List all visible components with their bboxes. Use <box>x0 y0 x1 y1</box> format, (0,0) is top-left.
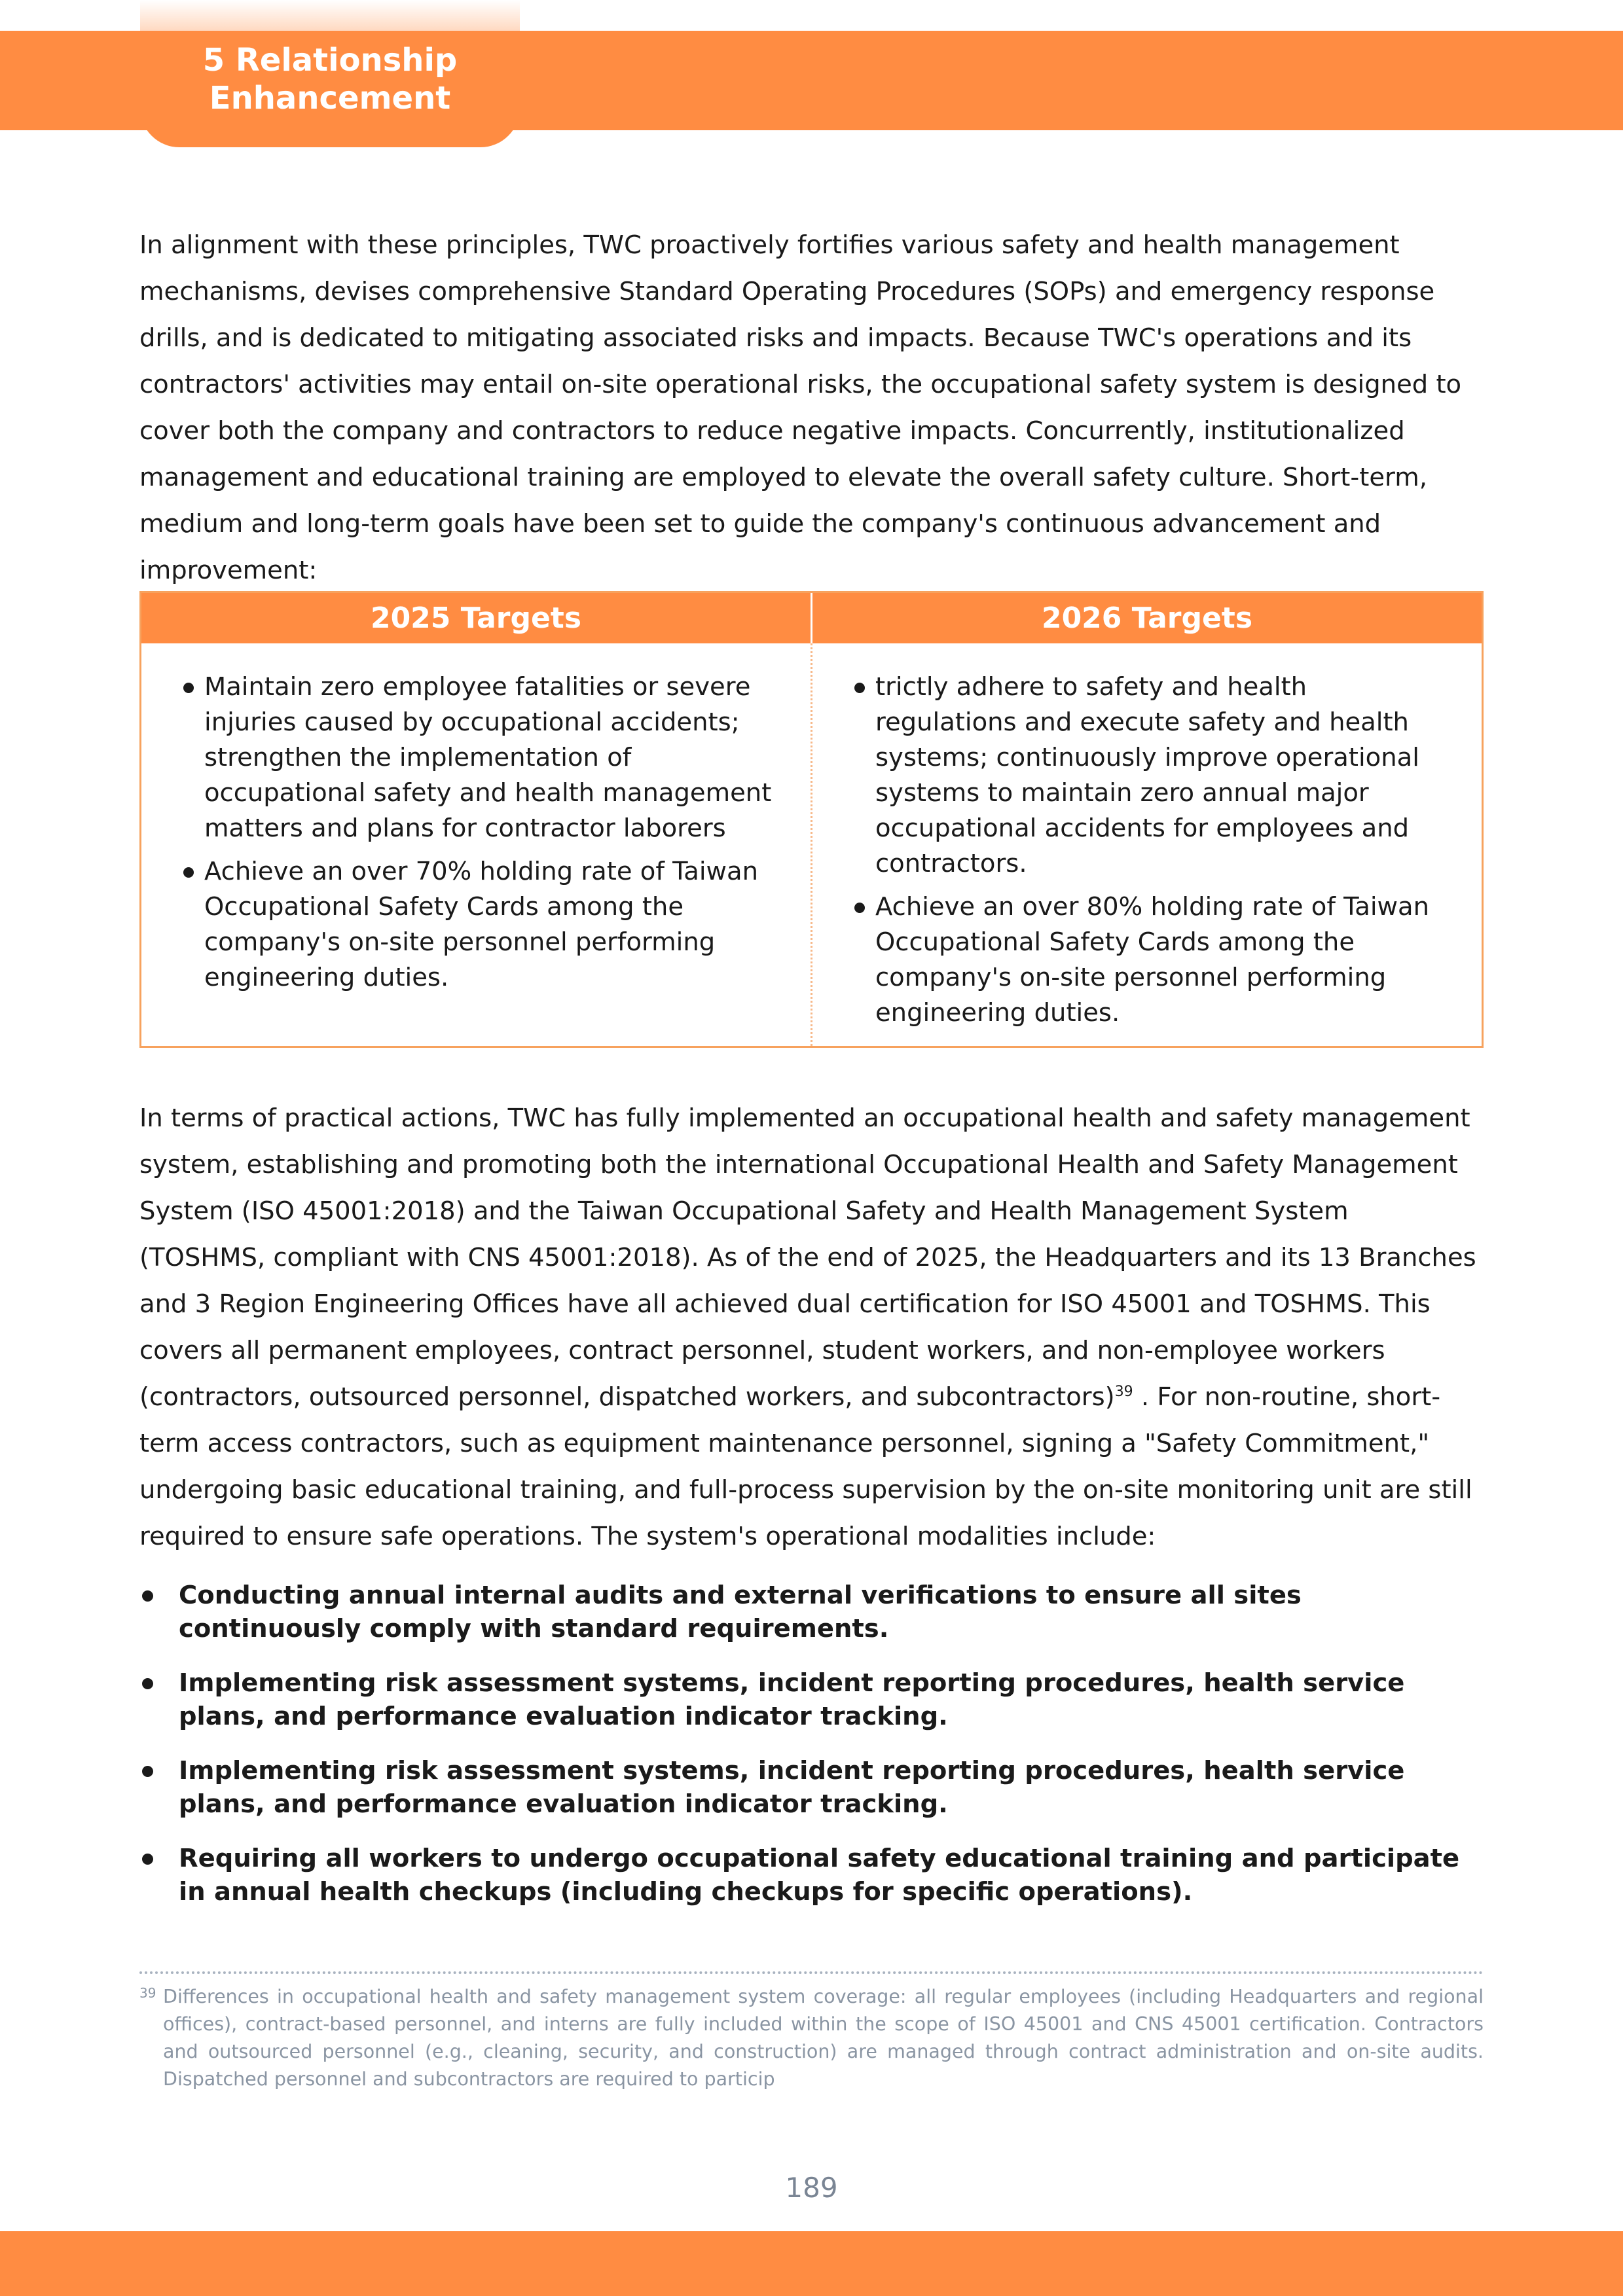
targets-2025-header: 2025 Targets <box>370 601 582 635</box>
targets-2026-column <box>811 643 1482 1046</box>
targets-table-body <box>141 643 1482 1046</box>
targets-table <box>139 591 1484 1048</box>
list-item: Achieve an over 80% holding rate of Taiwan Occupational Safety Cards among the company's on-site personnel performing engineering duties. <box>852 889 1455 1031</box>
footnote-number: 39 <box>139 1985 156 2001</box>
targets-2026-list <box>852 670 1455 1031</box>
intro-paragraph: In alignment with these principles, TWC proactively fortifies various safety and health management mechanisms, devises comprehensive Standard Operating Procedures (SOPs) and emergency response drills, and is dedicated to mitigating associated risks and impacts. Because TWC's operations and its contractors' activities may entail on-site operational risks, the occupational safety system is designed to cover both the company and contractors to reduce negative impacts. Concurrently, institutionalized management and educational training are employed to elevate the overall safety culture. Short-term, medium and long-term goals have been set to guide the company's continuous advancement and improvement: <box>139 230 1462 585</box>
list-item: Requiring all workers to undergo occupational safety educational training and participate in annual health checkups (including checkups for specific operations). <box>139 1842 1462 1909</box>
page-number: 189 <box>785 2172 838 2204</box>
practice-text-before-ref: In terms of practical actions, TWC has fully implemented an occupational health and safety management system, establishing and promoting both the international Occupational Health and Safety Management System (ISO 45001:2018) and the Taiwan Occupational Safety and Health Management System (TOSHMS, compliant with CNS 45001:2018). As of the end of 2025, the Headquarters and its 13 Branches and 3 Region Engineering Offices have all achieved dual certification for ISO 45001 and TOSHMS. This covers all permanent employees, contract personnel, student workers, and non-employee workers (contractors, outsourced personnel, dispatched workers, and subcontractors) <box>139 1103 1476 1412</box>
list-item: trictly adhere to safety and health regulations and execute safety and health systems; continuously improve operational systems to maintain zero annual major occupational accidents for employees and contractors. <box>852 670 1455 882</box>
section-title <box>173 41 487 117</box>
list-item: Maintain zero employee fatalities or severe injuries caused by occupational accidents; strengthen the implementation of occupational safety and health management matters and plans for contractor laborers <box>181 670 784 846</box>
list-item: Achieve an over 70% holding rate of Taiwan Occupational Safety Cards among the company's on-site personnel performing engineering duties. <box>181 854 784 996</box>
modalities-list <box>139 1579 1482 1929</box>
section-title-line1: 5 Relationship <box>202 42 458 79</box>
targets-table-header <box>141 593 1482 643</box>
footnote <box>139 1983 1484 2093</box>
list-item: Implementing risk assessment systems, incident reporting procedures, health service plans, and performance evaluation indicator tracking. <box>139 1666 1462 1733</box>
targets-2025-column <box>141 643 811 1046</box>
footnote-text: Differences in occupational health and safety management system coverage: all regular employees (including Headquarters and regional offices), contract-based personnel, and interns are fully included within the scope of ISO 45001 and CNS 45001 certification. Contractors and outsourced personnel (e.g., cleaning, security, and construction) are managed through contract administration and on-site audits. Dispatched personnel and subcontractors are required to particip <box>163 1986 1484 2090</box>
section-title-line2: Enhancement <box>209 80 451 117</box>
practice-paragraph <box>139 1095 1482 1560</box>
header-tab-highlight <box>140 0 520 33</box>
footnote-reference[interactable]: 39 <box>1114 1384 1133 1401</box>
list-item: Conducting annual internal audits and external verifications to ensure all sites continuously comply with standard requirements. <box>139 1579 1462 1645</box>
targets-2025-list <box>181 670 784 996</box>
footnote-divider <box>139 1971 1484 1974</box>
section-tab <box>140 31 520 147</box>
footer-bar <box>0 2231 1623 2296</box>
practice-text-after-ref: . For non-routine, short-term access contractors, such as equipment maintenance personnel, signing a "Safety Commitment," undergoing basic educational training, and full-process supervision by the on-site monitoring unit are still required to ensure safe operations. The system's operational modalities include: <box>139 1382 1472 1551</box>
list-item: Implementing risk assessment systems, incident reporting procedures, health service plans, and performance evaluation indicator tracking. <box>139 1754 1462 1821</box>
targets-2026-header: 2026 Targets <box>811 593 1482 643</box>
